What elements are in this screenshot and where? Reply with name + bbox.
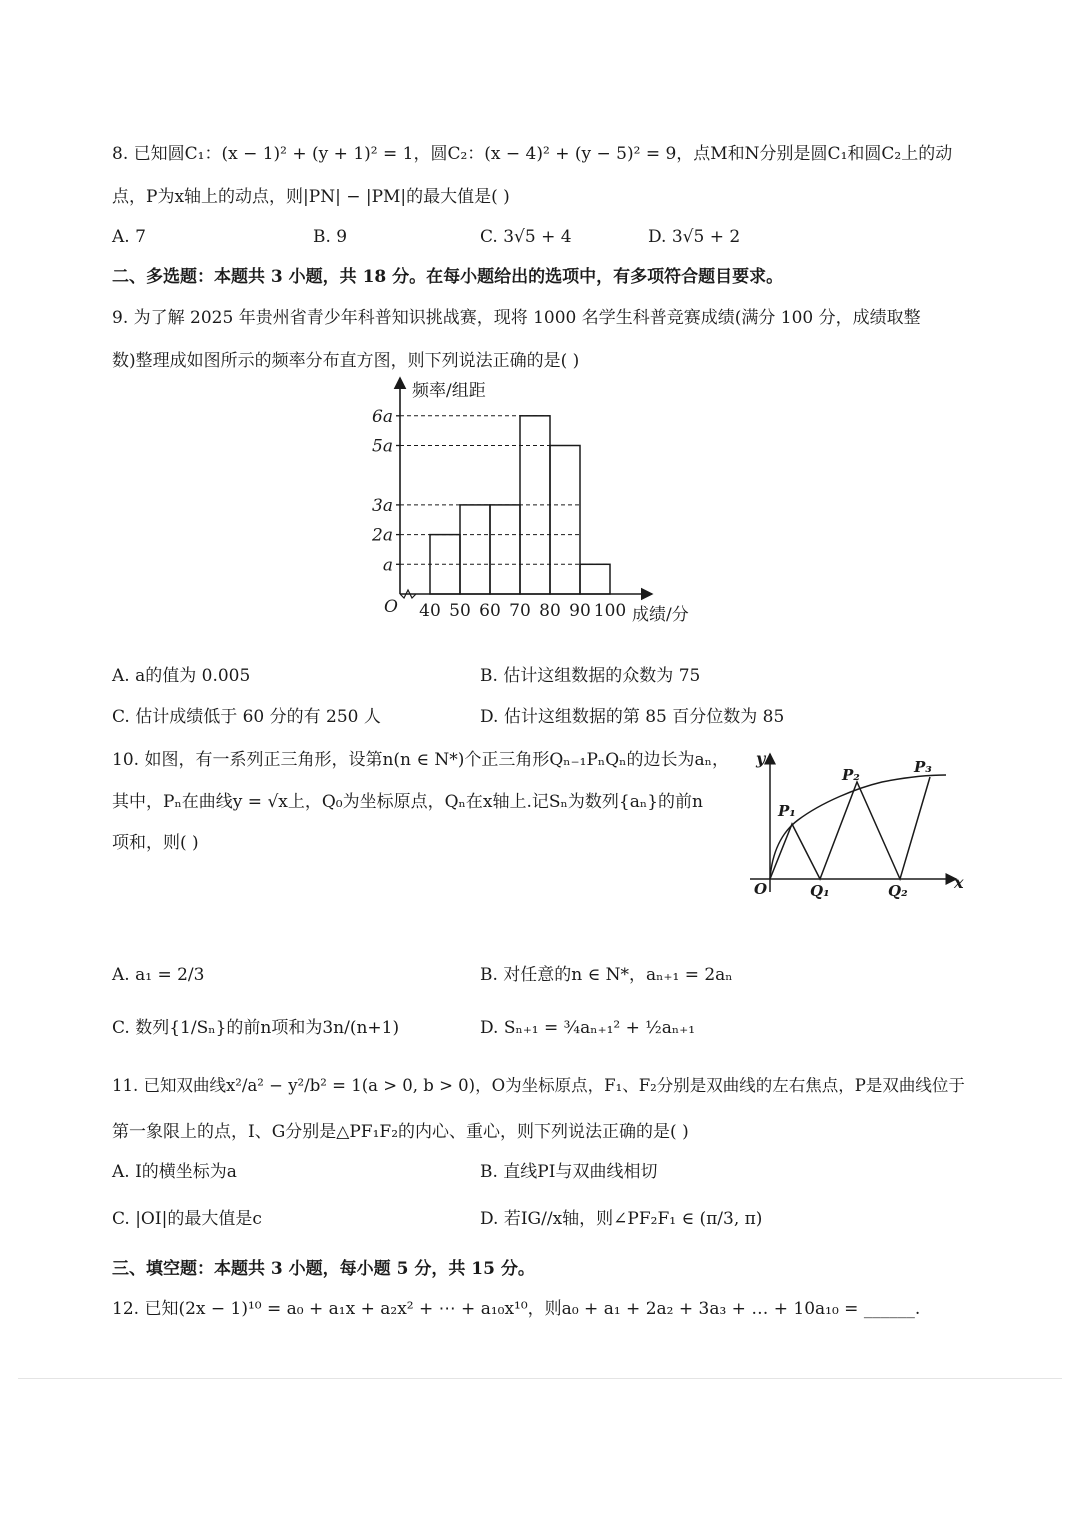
q11-option-d: D. 若IG//x轴，则∠PF₂F₁ ∈ (π/3, π): [480, 1209, 763, 1229]
q11-stem-line1: 11. 已知双曲线x²/a² − y²/b² = 1(a > 0, b > 0)，O为坐标原点，F₁、F₂分别是双曲线的左右焦点，P是双曲线位于: [112, 1076, 965, 1095]
q11-stem-line2: 第一象限上的点，I、G分别是△PF₁F₂的内心、重心，则下列说法正确的是( ): [112, 1122, 689, 1142]
q10-stem-line1: 10. 如图，有一系列正三角形，设第n(n ∈ N*)个正三角形Qₙ₋₁PₙQₙ的边长为aₙ，: [112, 750, 730, 770]
q8-option-d: D. 3√5 + 2: [648, 227, 741, 247]
histogram-y-tick-label: 2a: [372, 525, 393, 546]
q11-option-a: A. I的横坐标为a: [112, 1162, 237, 1182]
histogram-origin-label: O: [384, 597, 398, 617]
q9-option-a: A. a的值为 0.005: [112, 666, 251, 686]
point-label-p2: P₂: [842, 766, 860, 784]
histogram-bar-50-60: [460, 505, 490, 594]
q9-option-b: B. 估计这组数据的众数为 75: [480, 666, 701, 686]
histogram-x-tick-label: 50: [449, 601, 471, 621]
histogram-x-tick-label: 70: [509, 601, 531, 621]
q12-stem: 12. 已知(2x − 1)¹⁰ = a₀ + a₁x + a₂x² + ⋯ + a₁₀x¹⁰，则a₀ + a₁ + 2a₂ + 3a₃ + … + 10a₁₀ = ______.: [112, 1299, 921, 1319]
histogram-x-tick-label: 90: [569, 601, 591, 621]
section-multiple-choice-heading: 二、多选题：本题共 3 小题，共 18 分。在每小题给出的选项中，有多项符合题目要求。: [112, 267, 784, 287]
q8-stem-line2: 点，P为x轴上的动点，则|PN| − |PM|的最大值是( ): [112, 187, 510, 207]
point-label-p3: P₃: [914, 758, 932, 776]
q10-stem-line3: 项和，则( ): [112, 833, 199, 853]
histogram-y-tick-label: a: [382, 555, 393, 576]
point-label-q1: Q₁: [810, 882, 830, 900]
frequency-histogram: [350, 372, 710, 630]
q10-option-a: A. a₁ = 2/3: [112, 965, 205, 985]
q8-option-b: B. 9: [313, 227, 348, 247]
q11-option-c: C. |OI|的最大值是c: [112, 1209, 262, 1229]
triangle-sequence-figure: [742, 742, 974, 910]
point-label-q2: Q₂: [888, 882, 908, 900]
q10-stem-line2: 其中，Pₙ在曲线y = √x上，Q₀为坐标原点，Qₙ在x轴上.记Sₙ为数列{aₙ}的前n: [112, 792, 703, 812]
histogram-x-tick-label: 100: [593, 601, 627, 621]
q8-stem-line1: 8. 已知圆C₁：(x − 1)² + (y + 1)² = 1，圆C₂：(x − 4)² + (y − 5)² = 9，点M和N分别是圆C₁和圆C₂上的动: [112, 144, 953, 164]
histogram-x-tick-label: 60: [479, 601, 501, 621]
figure-origin-label: O: [754, 880, 768, 898]
page-bottom-divider: [18, 1378, 1062, 1379]
q9-stem-line2: 数)整理成如图所示的频率分布直方图，则下列说法正确的是( ): [112, 351, 580, 371]
point-label-p1: P₁: [778, 802, 796, 820]
section-fill-in-heading: 三、填空题：本题共 3 小题，每小题 5 分，共 15 分。: [112, 1259, 535, 1279]
histogram-x-tick-label: 40: [419, 601, 441, 621]
histogram-y-tick-label: 6a: [372, 406, 393, 427]
histogram-bar-80-90: [550, 446, 580, 595]
q9-stem-line1: 9. 为了解 2025 年贵州省青少年科普知识挑战赛，现将 1000 名学生科普竞赛成绩(满分 100 分，成绩取整: [112, 308, 921, 328]
histogram-bar-90-100: [580, 564, 610, 594]
curve-sqrt-x: [770, 775, 946, 879]
histogram-y-axis-label: 频率/组距: [412, 381, 486, 401]
figure-x-label: x: [954, 873, 964, 892]
histogram-x-tick-label: 80: [539, 601, 561, 621]
q8-option-a: A. 7: [112, 227, 146, 247]
q10-option-b: B. 对任意的n ∈ N*，aₙ₊₁ = 2aₙ: [480, 965, 733, 985]
q10-option-c: C. 数列{1/Sₙ}的前n项和为3n/(n+1): [112, 1018, 400, 1038]
q8-option-c: C. 3√5 + 4: [480, 227, 572, 247]
q10-option-d: D. Sₙ₊₁ = ¾aₙ₊₁² + ½aₙ₊₁: [480, 1018, 696, 1038]
q11-option-b: B. 直线PI与双曲线相切: [480, 1162, 658, 1182]
q9-option-c: C. 估计成绩低于 60 分的有 250 人: [112, 707, 381, 727]
histogram-y-tick-label: 3a: [372, 495, 393, 516]
figure-y-label: y: [756, 749, 766, 768]
histogram-x-axis-label: 成绩/分: [632, 605, 689, 625]
q9-option-d: D. 估计这组数据的第 85 百分位数为 85: [480, 707, 785, 727]
histogram-bar-60-70: [490, 505, 520, 594]
histogram-y-tick-label: 5a: [372, 436, 393, 457]
